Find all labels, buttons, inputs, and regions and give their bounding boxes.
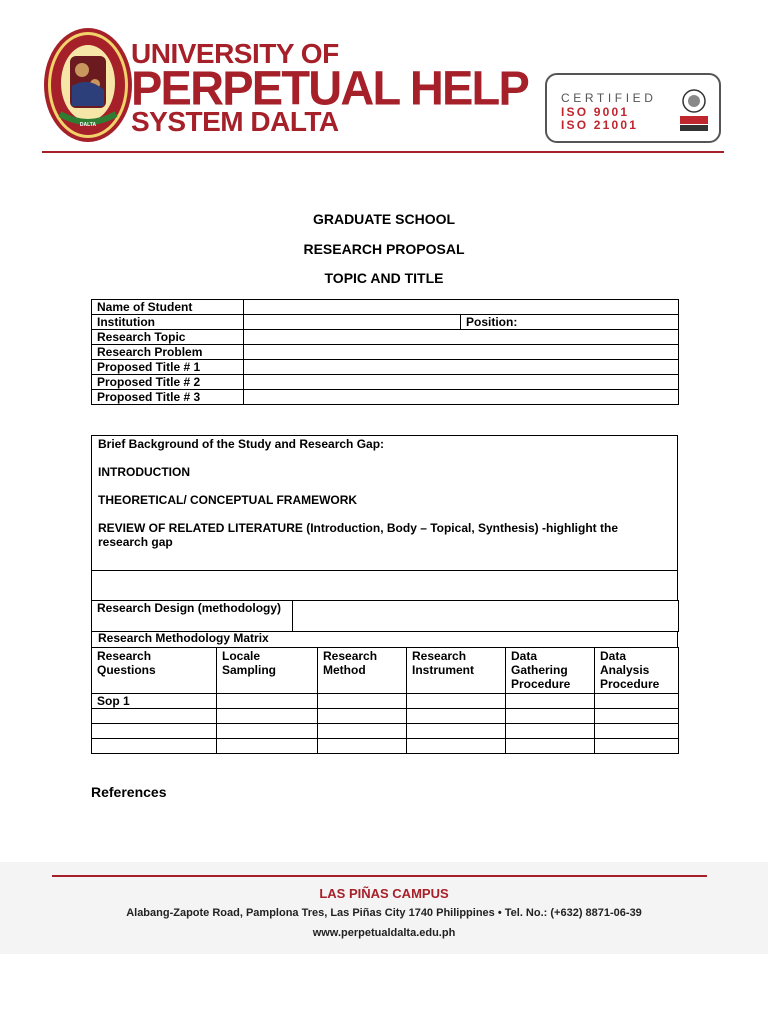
introduction-heading: INTRODUCTION [98,465,190,479]
research-topic-label: Research Topic [92,330,244,345]
matrix-cell[interactable] [318,739,407,754]
matrix-cell[interactable] [318,694,407,709]
framework-heading: THEORETICAL/ CONCEPTUAL FRAMEWORK [98,493,358,507]
university-seal-logo [42,26,134,144]
table-row [92,709,679,724]
university-name-line1: UNIVERSITY OF [131,38,339,69]
table-row [92,724,679,739]
matrix-cell[interactable] [506,694,595,709]
certification-badge [545,73,721,143]
header-data-analysis: Data Analysis Procedure [595,648,679,694]
research-problem-field[interactable] [244,345,679,360]
methodology-matrix-title: Research Methodology Matrix [91,631,678,648]
table-row [92,315,679,330]
background-content-field[interactable] [91,570,678,601]
iso-21001-label: ISO 21001 [561,118,639,132]
proposed-title-2-field[interactable] [244,375,679,390]
institution-field[interactable] [244,315,461,330]
proposed-title-1-label: Proposed Title # 1 [92,360,244,375]
name-of-student-field[interactable] [244,300,679,315]
iso-9001-label: ISO 9001 [561,105,630,119]
sop-1-label: Sop 1 [92,694,217,709]
matrix-cell[interactable] [407,709,506,724]
proposed-title-2-label: Proposed Title # 2 [92,375,244,390]
table-row [92,375,679,390]
title-topic-and-title: TOPIC AND TITLE [324,270,444,286]
website-link[interactable]: www.perpetualdalta.edu.ph [312,927,456,939]
name-of-student-label: Name of Student [92,300,244,315]
table-row [92,601,679,632]
header-research-questions: Research Questions [92,648,217,694]
methodology-matrix-table [91,647,679,754]
matrix-cell[interactable] [595,709,679,724]
certified-label: CERTIFIED [561,91,657,105]
university-name-line2: PERPETUAL HELP [131,60,528,115]
matrix-cell[interactable] [407,694,506,709]
campus-name: LAS PIÑAS CAMPUS [319,886,449,901]
matrix-cell[interactable] [407,724,506,739]
research-topic-field[interactable] [244,330,679,345]
table-row [92,300,679,315]
matrix-cell[interactable] [407,739,506,754]
proposed-title-3-field[interactable] [244,390,679,405]
rrl-heading: REVIEW OF RELATED LITERATURE (Introduction, Body – Topical, Synthesis) -highlight the research gap [98,521,618,549]
research-design-field[interactable] [293,601,679,632]
university-name-line3: SYSTEM DALTA [131,106,339,137]
table-row [92,390,679,405]
background-section [91,435,678,571]
bureau-veritas-logo [676,88,712,134]
matrix-cell[interactable] [595,724,679,739]
matrix-cell[interactable] [506,724,595,739]
matrix-cell[interactable] [217,694,318,709]
footer-divider [52,875,707,877]
table-row [92,330,679,345]
title-research-proposal: RESEARCH PROPOSAL [303,241,465,257]
campus-address: Alabang-Zapote Road, Pamplona Tres, Las Piñas City 1740 Philippines • Tel. No.: (+632) 8871-06-39 [126,907,642,919]
table-row [92,694,679,709]
header-data-gathering: Data Gathering Procedure [506,648,595,694]
matrix-cell[interactable] [217,709,318,724]
matrix-cell[interactable] [92,709,217,724]
background-heading: Brief Background of the Study and Research Gap: [98,437,385,451]
matrix-cell[interactable] [217,739,318,754]
student-info-table [91,299,679,405]
matrix-cell[interactable] [506,739,595,754]
proposed-title-1-field[interactable] [244,360,679,375]
matrix-cell[interactable] [595,694,679,709]
header-divider [42,151,724,153]
institution-label: Institution [92,315,244,330]
table-row [92,345,679,360]
references-heading: References [91,784,167,800]
table-row [92,360,679,375]
matrix-cell[interactable] [318,709,407,724]
svg-text:DALTA: DALTA [79,122,97,128]
table-row [92,739,679,754]
matrix-cell[interactable] [595,739,679,754]
research-design-label: Research Design (methodology) [92,601,293,632]
header-locale-sampling: Locale Sampling [217,648,318,694]
header-research-instrument: Research Instrument [407,648,506,694]
matrix-header-row [92,648,679,694]
matrix-cell[interactable] [92,724,217,739]
matrix-cell[interactable] [506,709,595,724]
header-research-method: Research Method [318,648,407,694]
research-problem-label: Research Problem [92,345,244,360]
research-design-table [91,600,679,632]
proposed-title-3-label: Proposed Title # 3 [92,390,244,405]
title-graduate-school: GRADUATE SCHOOL [312,211,456,227]
matrix-cell[interactable] [92,739,217,754]
matrix-cell[interactable] [217,724,318,739]
position-field[interactable]: Position: [461,315,679,330]
matrix-cell[interactable] [318,724,407,739]
